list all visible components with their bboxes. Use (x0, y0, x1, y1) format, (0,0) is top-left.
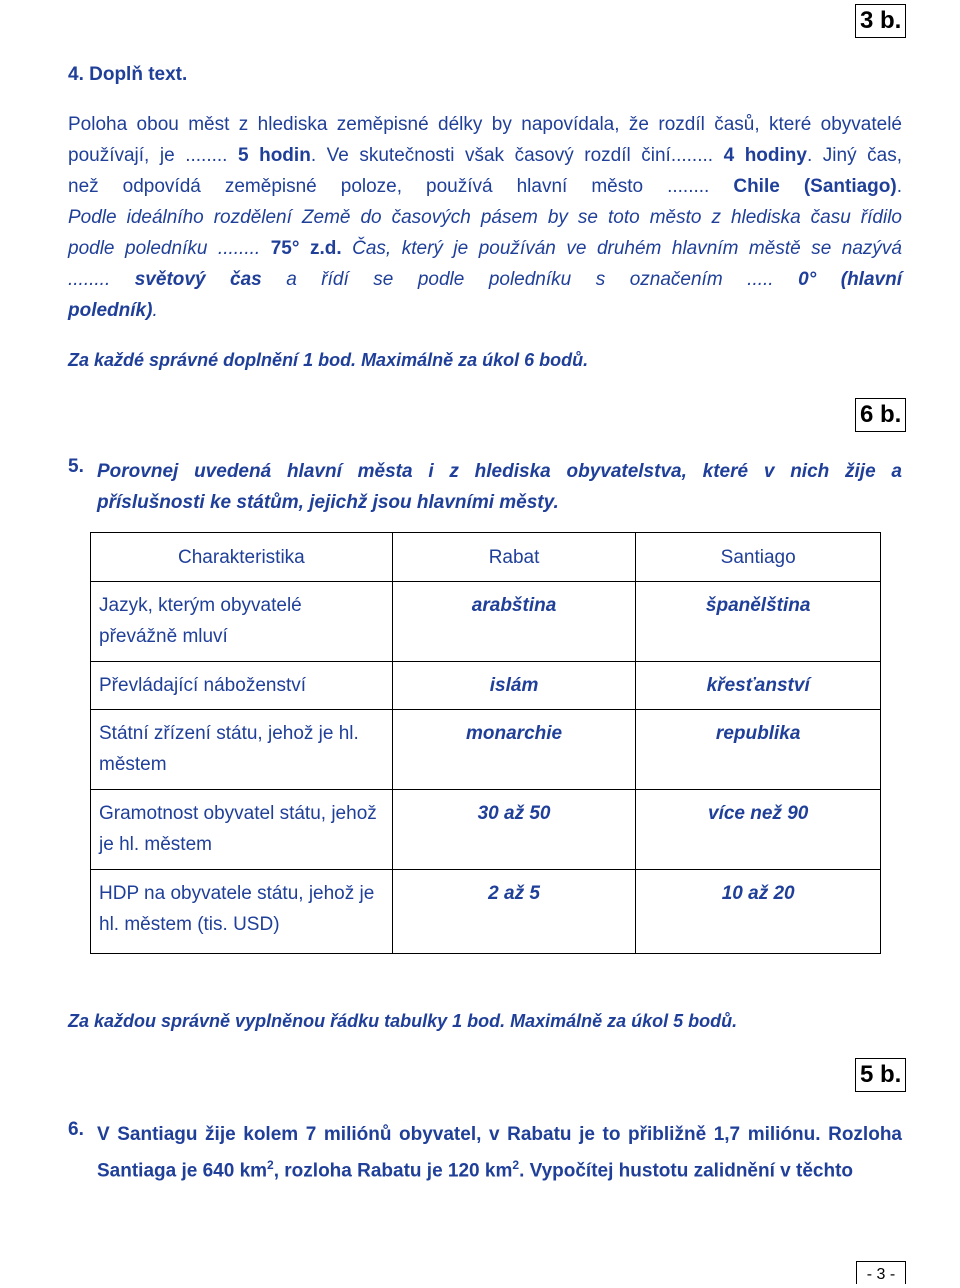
answer-svetovy-cas: světový čas (110, 269, 287, 290)
task6-line-2: Santiaga je 640 $km^2$, rozloha Rabatu je 120 $km^2$. Vypočítej hustotu zalidnění v těchto (97, 1158, 854, 1182)
row-label: Státní zřízení státu, jehož je hl. městem (91, 710, 393, 790)
task6-line-1: V Santiagu žije kolem 7 miliónů obyvatel, v Rabatu je to přibližně 1,7 miliónu. Rozloha (97, 1124, 902, 1145)
task6-points-box (855, 1058, 906, 1092)
rabat-value: 30 až 50 (392, 790, 636, 870)
rabat-value: arabština (392, 582, 636, 662)
task4-note: Za každé správné doplnění 1 bod. Maximálně za úkol 6 bodů. (68, 350, 589, 370)
task5-number: 5. (68, 456, 84, 477)
task4-points: 3 b. (860, 7, 902, 34)
table-row (91, 662, 881, 710)
answer-chile: Chile (Santiago) (733, 176, 897, 197)
task4-line-6: ........ světový čas a řídí se podle poledníku s označením ..... 0° (hlavní (68, 269, 902, 290)
table-row (91, 870, 881, 954)
santiago-value: křesťanství (636, 662, 881, 710)
table-row (91, 582, 881, 662)
table-header-row (91, 533, 881, 582)
task4-points-box (855, 4, 906, 38)
task4-line-2: používají, je ........ 5 hodin. Ve skutečnosti však časový rozdíl činí........ 4 hodiny. Jiný čas, (68, 145, 902, 166)
task5-points-box (855, 398, 906, 432)
row-label: Převládající náboženství (91, 662, 393, 710)
table-row (91, 790, 881, 870)
task5-line-1: Porovnej uvedená hlavní města i z hlediska obyvatelstva, které v nich žije a (97, 461, 902, 482)
task5-line-2: příslušnosti ke státům, jejichž jsou hlavními městy. (97, 492, 559, 513)
task6-number: 6. (68, 1119, 84, 1140)
answer-75zd: 75° z.d. (270, 238, 342, 259)
task4-line-1: Poloha obou měst z hlediska zeměpisné délky by napovídala, že rozdíl časů, které obyvatelé (68, 114, 902, 135)
header-charakteristika: Charakteristika (91, 533, 393, 582)
santiago-value: španělština (636, 582, 881, 662)
page-number-box (856, 1261, 906, 1284)
table-row (91, 710, 881, 790)
comparison-table (90, 532, 881, 954)
santiago-value: 10 až 20 (636, 870, 881, 954)
page-number: - 3 - (866, 1266, 896, 1283)
task6-question (97, 1119, 902, 1186)
answer-4-hodiny: 4 hodiny (723, 145, 807, 166)
santiago-value: republika (636, 710, 881, 790)
header-rabat: Rabat (392, 533, 636, 582)
answer-0-hlavni: 0° (hlavní (798, 269, 902, 290)
task5-note: Za každou správně vyplněnou řádku tabulky 1 bod. Maximálně za úkol 5 bodů. (68, 1011, 738, 1031)
task4-text (68, 109, 902, 326)
task5-question (97, 456, 902, 518)
rabat-value: 2 až 5 (392, 870, 636, 954)
row-label: Jazyk, kterým obyvatelé převážně mluví (91, 582, 393, 662)
row-label: Gramotnost obyvatel státu, jehož je hl. městem (91, 790, 393, 870)
task6-points: 5 b. (860, 1061, 902, 1088)
task4-line-4: Podle ideálního rozdělení Země do časových pásem by se toto město z hlediska času řídilo (68, 207, 902, 228)
task4-line-5: podle poledníku ........ 75° z.d. Čas, který je používán ve druhém hlavním městě se nazývá (68, 238, 902, 259)
task4-line-7: poledník). (68, 300, 158, 321)
santiago-value: více než 90 (636, 790, 881, 870)
task4-heading: 4. Doplň text. (68, 64, 188, 85)
header-santiago: Santiago (636, 533, 881, 582)
rabat-value: islám (392, 662, 636, 710)
row-label: HDP na obyvatele státu, jehož je hl. městem (tis. USD) (91, 870, 393, 954)
rabat-value: monarchie (392, 710, 636, 790)
answer-5-hodin: 5 hodin (237, 145, 311, 166)
task4-line-3: než odpovídá zeměpisné poloze, používá hlavní město ........ Chile (Santiago). (68, 176, 902, 197)
task5-points: 6 b. (860, 401, 902, 428)
